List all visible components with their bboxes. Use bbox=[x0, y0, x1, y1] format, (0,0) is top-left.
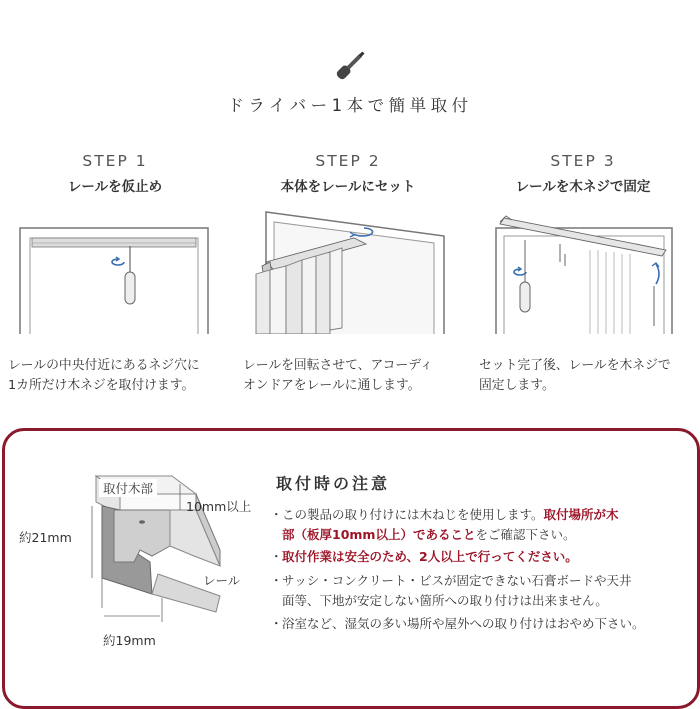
rail-label: レール bbox=[203, 573, 241, 588]
notice-item-1: ・この製品の取り付けには木ねじを使用します。取付場所が木 部（板厚10mm以上）であることをご確認下さい。 bbox=[270, 507, 619, 542]
notice-item-2: ・取付作業は安全のため、2人以上で行ってください。 bbox=[270, 549, 578, 564]
step-1-description: レールの中央付近にあるネジ穴に 1カ所だけ木ネジを取付けます。 bbox=[8, 358, 200, 393]
step-2-illustration bbox=[244, 210, 454, 334]
mount-wood-label: 取付木部 bbox=[99, 479, 157, 497]
step-3-label: STEP 3 bbox=[550, 152, 616, 170]
step-1-label: STEP 1 bbox=[82, 152, 148, 170]
step-1-illustration bbox=[14, 222, 214, 334]
page-title: ドライバー1本で簡単取付 bbox=[227, 96, 473, 115]
step-1-subtitle: レールを仮止め bbox=[67, 179, 163, 195]
step-3-illustration bbox=[490, 206, 680, 334]
height-label: 約21mm bbox=[19, 530, 72, 545]
notice-title: 取付時の注意 bbox=[276, 474, 391, 493]
notice-item-3: ・サッシ・コンクリート・ビスが固定できない石膏ボードや天井 面等、下地が安定しない箇所への取り付けは出来ません。 bbox=[270, 573, 632, 608]
step-3-subtitle: レールを木ネジで固定 bbox=[515, 179, 651, 195]
width-label: 約19mm bbox=[103, 633, 156, 648]
thickness-label: 10mm以上 bbox=[186, 499, 252, 514]
step-2-label: STEP 2 bbox=[315, 152, 381, 170]
step-2-description: レールを回転させて、アコーディ オンドアをレールに通します。 bbox=[243, 358, 433, 393]
step-2-subtitle: 本体をレールにセット bbox=[280, 179, 416, 195]
notice-item-4: ・浴室など、湿気の多い場所や屋外への取り付けはおやめ下さい。 bbox=[270, 616, 645, 631]
screwdriver-icon bbox=[328, 46, 372, 86]
step-3-description: セット完了後、レールを木ネジで 固定します。 bbox=[479, 358, 671, 393]
